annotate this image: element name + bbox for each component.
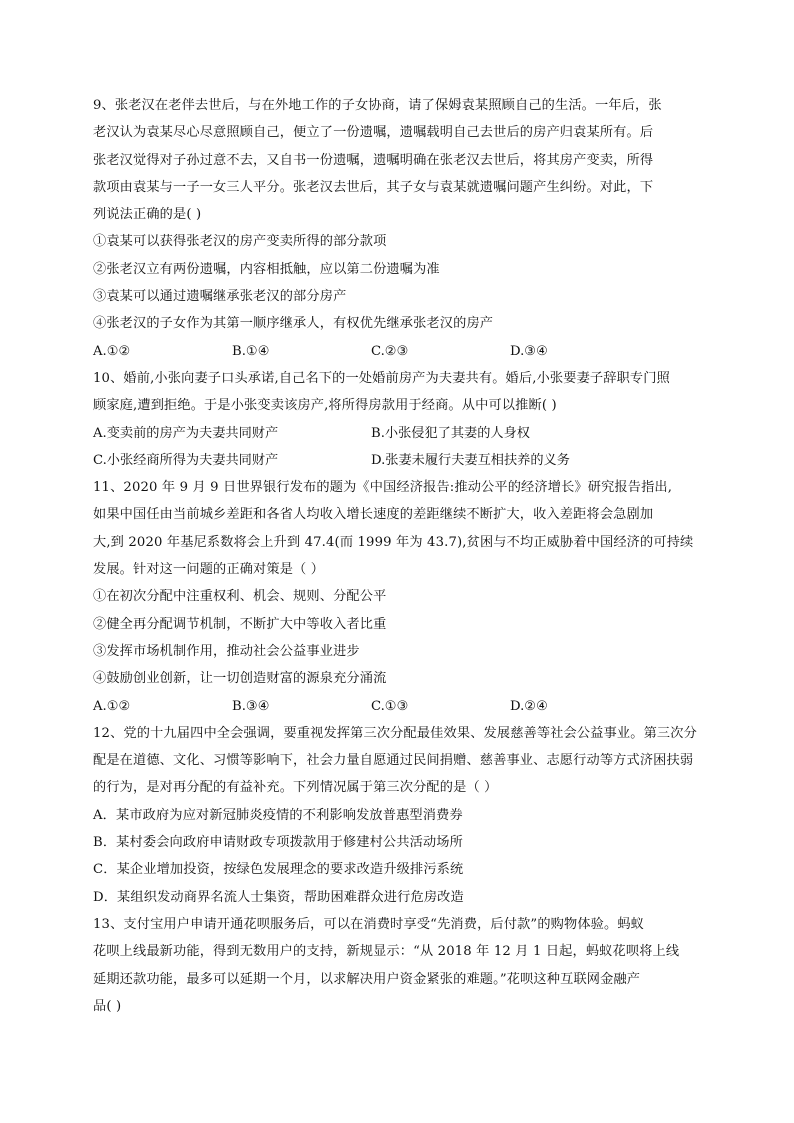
question-13: [93, 911, 705, 1020]
question-10-option-b: B.小张侵犯了其妻的人身权: [371, 425, 530, 441]
question-13-stem-line: 品( ): [93, 998, 122, 1014]
question-11-statement: ①在初次分配中注重权利、机会、规则、分配公平: [93, 589, 387, 605]
question-9-stem-line: 老汉认为袁某尽心尽意照顾自己，便立了一份遗嘱，遗嘱载明自己去世后的房产归袁某所有。后: [93, 125, 654, 141]
question-9: [93, 92, 705, 365]
question-9-statement: ②张老汉立有两份遗嘱，内容相抵触，应以第二份遗嘱为准: [93, 261, 440, 277]
question-11-statement: ②健全再分配调节机制，不断扩大中等收入者比重: [93, 616, 387, 632]
question-13-stem-line: 延期还款功能，最多可以延期一个月，以求解决用户资金紧张的难题。”花呗这种互联网金融产: [93, 971, 641, 987]
question-11-stem-line: 大,到 2020 年基尼系数将会上升到 47.4(而 1999 年为 43.7),贫困与不均正威胁着中国经济的可持续: [93, 534, 694, 550]
question-11-stem-line: 如果中国任由当前城乡差距和各省人均收入增长速度的差距继续不断扩大，收入差距将会急剧加: [93, 507, 654, 523]
question-9-stem-line: 9、张老汉在老伴去世后，与在外地工作的子女协商，请了保姆袁某照顾自己的生活。一年后，张: [93, 98, 662, 113]
question-11-option-b: B.③④: [232, 698, 270, 714]
question-11-statement: ④鼓励创业创新，让一切创造财富的源泉充分涌流: [93, 671, 387, 687]
question-11-option-c: C.①③: [371, 698, 409, 714]
question-9-stem-line: 款项由袁某与一子一女三人平分。张老汉去世后，其子女与袁某就遗嘱问题产生纠纷。对此，下: [93, 179, 654, 195]
question-10-option-d: D.张妻未履行夫妻互相扶养的义务: [371, 452, 570, 468]
question-11-options: [93, 693, 705, 720]
question-12-stem-line: 配是在道德、文化、习惯等影响下，社会力量自愿通过民间捐赠、慈善事业、志愿行动等方式济困扶弱: [93, 753, 694, 769]
question-9-statement: ①袁某可以获得张老汉的房产变卖所得的部分款项: [93, 234, 387, 250]
question-9-statement: ③袁某可以通过遗嘱继承张老汉的部分房产: [93, 289, 347, 305]
question-9-statement: ④张老汉的子女作为其第一顺序继承人，有权优先继承张老汉的房产: [93, 316, 494, 332]
question-9-option-c: C.②③: [371, 343, 409, 359]
question-10-option-a: A.变卖前的房产为夫妻共同财产: [93, 425, 279, 441]
question-9-option-b: B.①④: [232, 343, 270, 359]
question-9-stem-line: 张老汉觉得对子孙过意不去，又自书一份遗嘱，遗嘱明确在张老汉去世后，将其房产变卖，所得: [93, 152, 654, 168]
question-12-option-a: A．某市政府为应对新冠肺炎疫情的不利影响发放普惠型消费券: [93, 807, 463, 823]
question-13-stem-line: 花呗上线最新功能，得到无数用户的支持，新规显示：“从 2018 年 12 月 1 日起，蚂蚁花呗将上线: [93, 944, 680, 960]
question-12-option-b: B．某村委会向政府申请财政专项拨款用于修建村公共活动场所: [93, 835, 463, 851]
question-10-options-row-1: [93, 420, 705, 447]
question-11-statement: ③发挥市场机制作用，推动社会公益事业进步: [93, 643, 360, 659]
question-10-option-c: C.小张经商所得为夫妻共同财产: [93, 452, 279, 468]
question-10-options-row-2: [93, 447, 705, 474]
question-9-stem-line: 列说法正确的是( ): [93, 207, 202, 223]
question-12-option-d: D．某组织发动商界名流人士集资，帮助困难群众进行危房改造: [93, 889, 464, 905]
question-11-option-a: A.①②: [93, 698, 131, 714]
question-9-option-a: A.①②: [93, 343, 131, 359]
question-11: [93, 474, 705, 720]
exam-page: [93, 92, 705, 1020]
question-12-option-c: C．某企业增加投资，按绿色发展理念的要求改造升级排污系统: [93, 862, 464, 878]
question-12-stem-line: 的行为，是对再分配的有益补充。下列情况属于第三次分配的是（ ）: [93, 780, 498, 796]
question-9-option-d: D.③④: [510, 343, 548, 359]
question-10-stem-line: 10、婚前,小张向妻子口头承诺,自己名下的一处婚前房产为夫妻共有。婚后,小张要妻子辞职专门照: [93, 370, 670, 386]
question-11-option-d: D.②④: [510, 698, 548, 714]
question-11-stem-line: 11、2020 年 9 月 9 日世界银行发布的题为《中国经济报告:推动公平的经济增长》研究报告指出,: [93, 480, 673, 496]
question-12-stem-line: 12、党的十九届四中全会强调，要重视发挥第三次分配最佳效果、发展慈善等社会公益事业。第三次分: [93, 725, 697, 741]
question-12: [93, 720, 705, 911]
question-10-stem-line: 顾家庭,遭到拒绝。于是小张变卖该房产,将所得房款用于经商。从中可以推断( ): [93, 398, 557, 414]
question-9-options: [93, 338, 705, 365]
question-11-stem-line: 发展。针对这一问题的正确对策是（ ）: [93, 562, 325, 578]
question-10: [93, 365, 705, 474]
question-13-stem-line: 13、支付宝用户申请开通花呗服务后，可以在消费时享受“先消费，后付款”的购物体验。蚂蚁: [93, 916, 645, 932]
